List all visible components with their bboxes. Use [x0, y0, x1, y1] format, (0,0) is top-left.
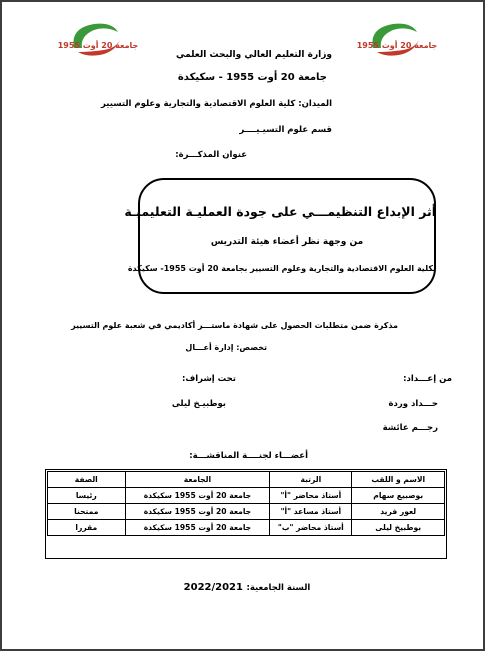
cell-role: مقررا — [48, 520, 126, 536]
document-page — [12, 8, 472, 641]
title-box — [124, 178, 436, 294]
memo-location: بكلية العلوم الاقتصادية والتجارية وعلوم التسيير بجامعة 20 أوت 1955- سكيكدة — [127, 264, 436, 273]
supervision-label: تحت إشراف: — [181, 374, 236, 384]
cell-role: رئيسا — [48, 488, 126, 504]
cell-university: جامعة 20 أوت 1955 سكيكدة — [125, 520, 270, 536]
table-header-row — [48, 472, 445, 488]
committee-label: أعضـــاء لجنــــة المناقشـــة: — [189, 451, 308, 461]
supervisor-name: بوطبيـخ ليلى — [171, 399, 226, 409]
university-logo-left — [57, 18, 139, 62]
memo-title: أثر الإبداع التنظيمـــي على جودة العمليـة التعليميـة — [124, 204, 436, 219]
cell-rank: أستاذ محاضر "أ" — [270, 488, 352, 504]
author-2: رجـــم عائشة — [382, 423, 438, 433]
cell-name: لعور فريد — [352, 504, 445, 520]
logo-right-text: جامعة 20 أوت 1955 — [356, 41, 438, 50]
cell-university: جامعة 20 أوت 1955 سكيكدة — [125, 488, 270, 504]
header-role: الصفة — [48, 472, 126, 488]
cell-name: بوطبيخ ليلى — [352, 520, 445, 536]
cell-university: جامعة 20 أوت 1955 سكيكدة — [125, 504, 270, 520]
ministry-line: وزارة التعليم العالي والبحث العلمي — [175, 50, 332, 60]
left-border — [0, 0, 2, 651]
university-line: جامعة 20 أوت 1955 - سكيكدة — [177, 72, 327, 83]
cell-name: بوصبيع سهام — [352, 488, 445, 504]
memo-title-label: عنوان المذكـــرة: — [175, 150, 247, 160]
author-1: حـــداد وردة — [388, 399, 438, 409]
prepared-by-label: من إعـــداد: — [403, 374, 452, 384]
university-logo-right — [356, 18, 438, 62]
department-line: قسم علوم التسيـيــــر — [239, 125, 332, 135]
cell-rank: أستاذ مساعد "أ" — [270, 504, 352, 520]
cell-rank: أستاذ محاضر "ب" — [270, 520, 352, 536]
faculty-line: الميدان: كلية العلوم الاقتصادية والتجارية وعلوم التسيير — [100, 99, 332, 109]
cell-role: ممتحنا — [48, 504, 126, 520]
header-name: الاسم و اللقب — [352, 472, 445, 488]
memo-requirement: مذكرة ضمن متطلبات الحصول على شهادة ماستـــر أكاديمي في شعبة علوم التسيير — [71, 321, 398, 330]
memo-subtitle: من وجهة نظر أعضاء هيئة التدريس — [210, 237, 364, 247]
top-border — [0, 0, 485, 2]
academic-year-label: السنة الجامعية: — [246, 583, 311, 593]
table-row — [48, 520, 445, 536]
header-rank: الرتبة — [270, 472, 352, 488]
memo-specialty: تخصص: إدارة أعـــال — [185, 343, 267, 352]
table-row — [48, 504, 445, 520]
academic-year-value: 2022/2021 — [183, 582, 243, 593]
committee-table — [47, 471, 445, 536]
academic-year — [162, 582, 332, 593]
header-university: الجامعة — [125, 472, 270, 488]
logo-left-text: جامعة 20 أوت 1955 — [57, 41, 139, 50]
table-row — [48, 488, 445, 504]
